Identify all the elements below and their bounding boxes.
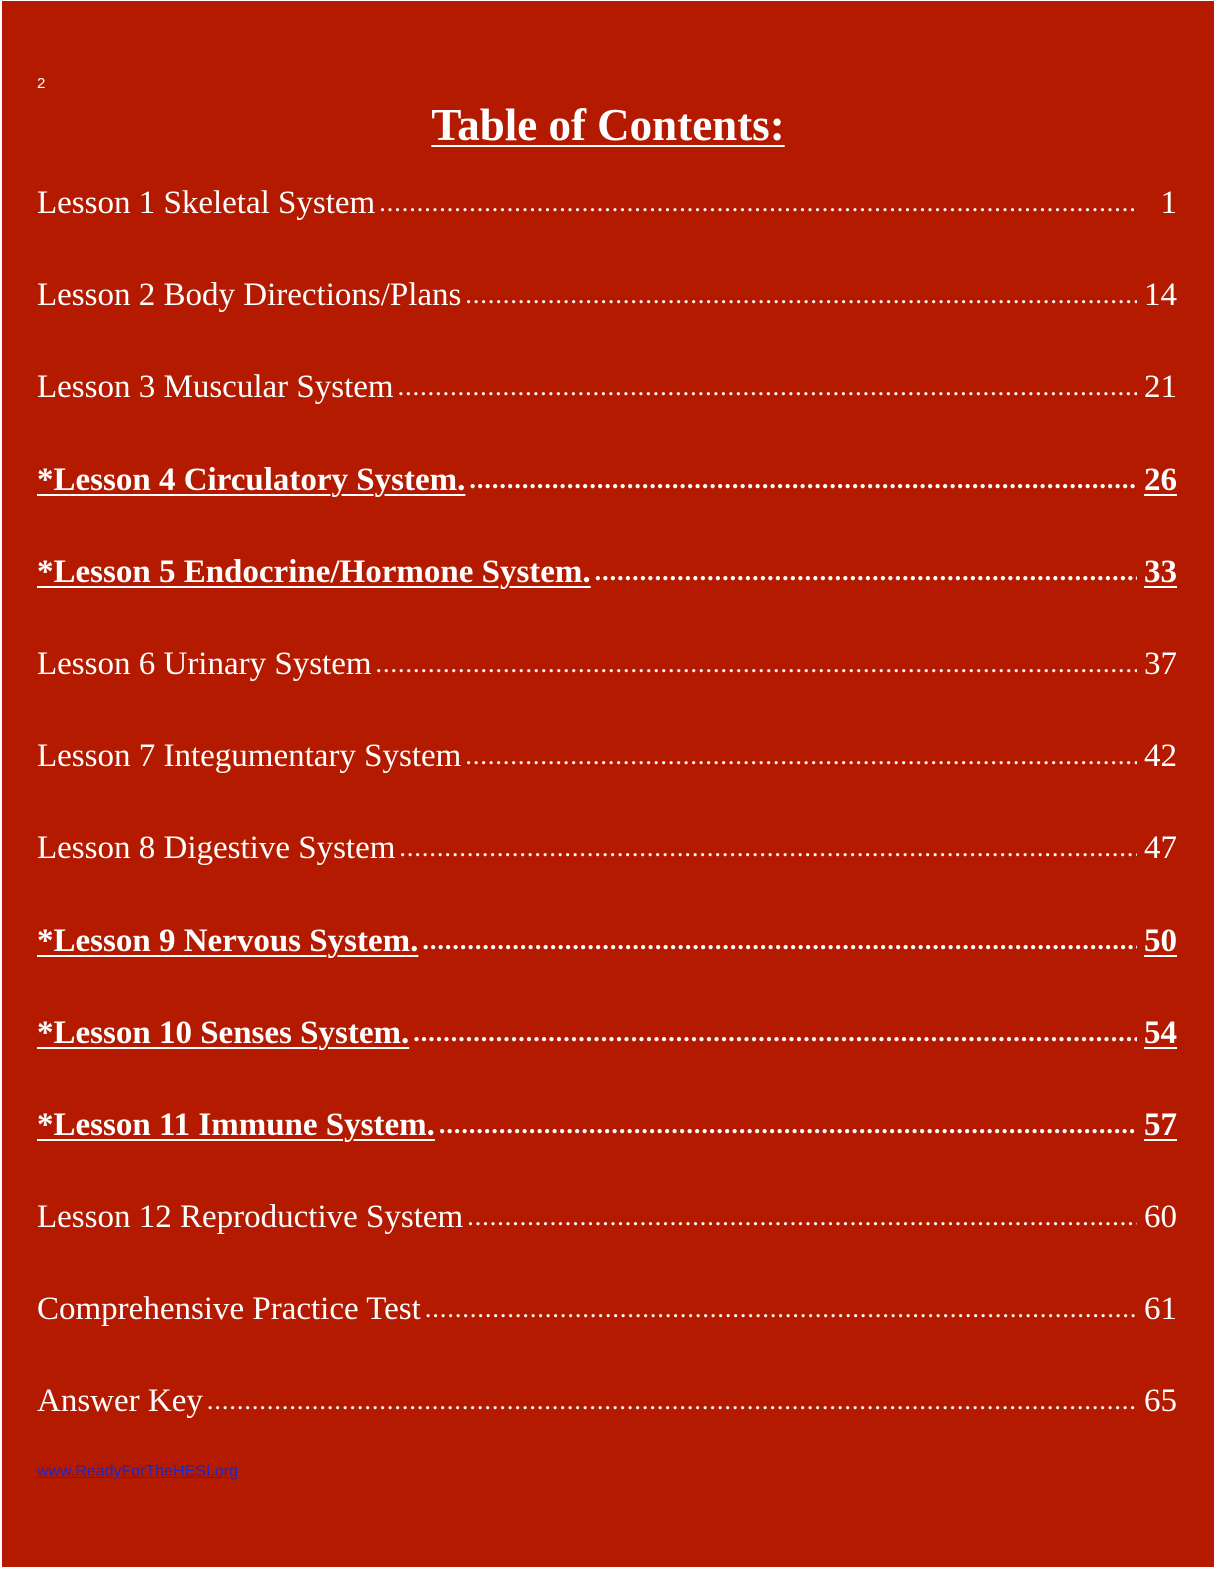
toc-entry-label: *Lesson 4 Circulatory System. bbox=[37, 461, 466, 498]
toc-entry[interactable] bbox=[37, 917, 1177, 1009]
toc-entry-page: 65 bbox=[1144, 1383, 1177, 1420]
page-number: 2 bbox=[37, 75, 46, 92]
dot-leader bbox=[439, 1101, 1137, 1149]
toc-entry[interactable] bbox=[37, 1193, 1177, 1285]
toc-entry[interactable] bbox=[37, 1377, 1177, 1469]
toc-entry-page: 50 bbox=[1144, 922, 1177, 959]
toc-entry-page: 21 bbox=[1144, 369, 1177, 406]
toc-entry[interactable] bbox=[37, 1285, 1177, 1377]
toc-entry-page: 26 bbox=[1144, 461, 1177, 498]
toc-entry-label: Answer Key bbox=[37, 1383, 203, 1420]
toc-entry[interactable] bbox=[37, 640, 1177, 732]
dot-leader bbox=[425, 1285, 1137, 1333]
toc-entry[interactable] bbox=[37, 271, 1177, 363]
toc-entry-label: Lesson 7 Integumentary System bbox=[37, 738, 462, 775]
toc-entry[interactable] bbox=[37, 456, 1177, 548]
toc-entry[interactable] bbox=[37, 548, 1177, 640]
toc-entry-label: Lesson 3 Muscular System bbox=[37, 369, 394, 406]
dot-leader bbox=[469, 456, 1137, 504]
toc-entry[interactable] bbox=[37, 1009, 1177, 1101]
page-title: Table of Contents: bbox=[431, 100, 785, 150]
toc-entry-label: *Lesson 11 Immune System. bbox=[37, 1106, 435, 1143]
document-page bbox=[2, 1, 1214, 1567]
toc-entry-page: 14 bbox=[1144, 277, 1177, 314]
toc-entry-label: Lesson 6 Urinary System bbox=[37, 645, 372, 682]
toc-entry-page: 61 bbox=[1144, 1291, 1177, 1328]
toc-entry[interactable] bbox=[37, 824, 1177, 916]
toc-entry-label: Lesson 2 Body Directions/Plans bbox=[37, 277, 462, 314]
toc-entry-page: 1 bbox=[1160, 185, 1177, 221]
dot-leader bbox=[413, 1009, 1137, 1057]
toc-entry-page: 42 bbox=[1144, 738, 1177, 775]
dot-leader bbox=[422, 917, 1137, 965]
toc-entry-label: Lesson 8 Digestive System bbox=[37, 830, 396, 867]
toc-entry[interactable] bbox=[37, 363, 1177, 455]
toc-entry-label: Comprehensive Practice Test bbox=[37, 1291, 421, 1328]
dot-leader bbox=[399, 824, 1137, 872]
toc-entry-label: Lesson 12 Reproductive System bbox=[37, 1199, 464, 1236]
toc-entry-page: 33 bbox=[1144, 553, 1177, 590]
dot-leader bbox=[465, 271, 1137, 319]
dot-leader bbox=[398, 363, 1137, 411]
table-of-contents bbox=[37, 179, 1177, 1470]
toc-entry-label: *Lesson 10 Senses System. bbox=[37, 1014, 410, 1051]
toc-entry-page: 47 bbox=[1144, 830, 1177, 867]
website-link[interactable]: www.ReadyForTheHESI.org bbox=[37, 1463, 238, 1480]
toc-entry-label: Lesson 1 Skeletal System bbox=[37, 185, 376, 221]
dot-leader bbox=[465, 732, 1137, 780]
toc-entry-page: 60 bbox=[1144, 1199, 1177, 1236]
dot-leader bbox=[595, 548, 1137, 596]
toc-entry-page: 37 bbox=[1144, 645, 1177, 682]
dot-leader bbox=[207, 1377, 1137, 1425]
dot-leader bbox=[379, 179, 1137, 227]
toc-entry-page: 57 bbox=[1144, 1106, 1177, 1143]
toc-entry-label: *Lesson 5 Endocrine/Hormone System. bbox=[37, 553, 591, 590]
dot-leader bbox=[467, 1193, 1137, 1241]
toc-entry-page: 54 bbox=[1144, 1014, 1177, 1051]
toc-entry-label: *Lesson 9 Nervous System. bbox=[37, 922, 419, 959]
toc-entry[interactable] bbox=[37, 179, 1177, 271]
toc-entry[interactable] bbox=[37, 732, 1177, 824]
dot-leader bbox=[376, 640, 1137, 688]
toc-entry[interactable] bbox=[37, 1101, 1177, 1193]
